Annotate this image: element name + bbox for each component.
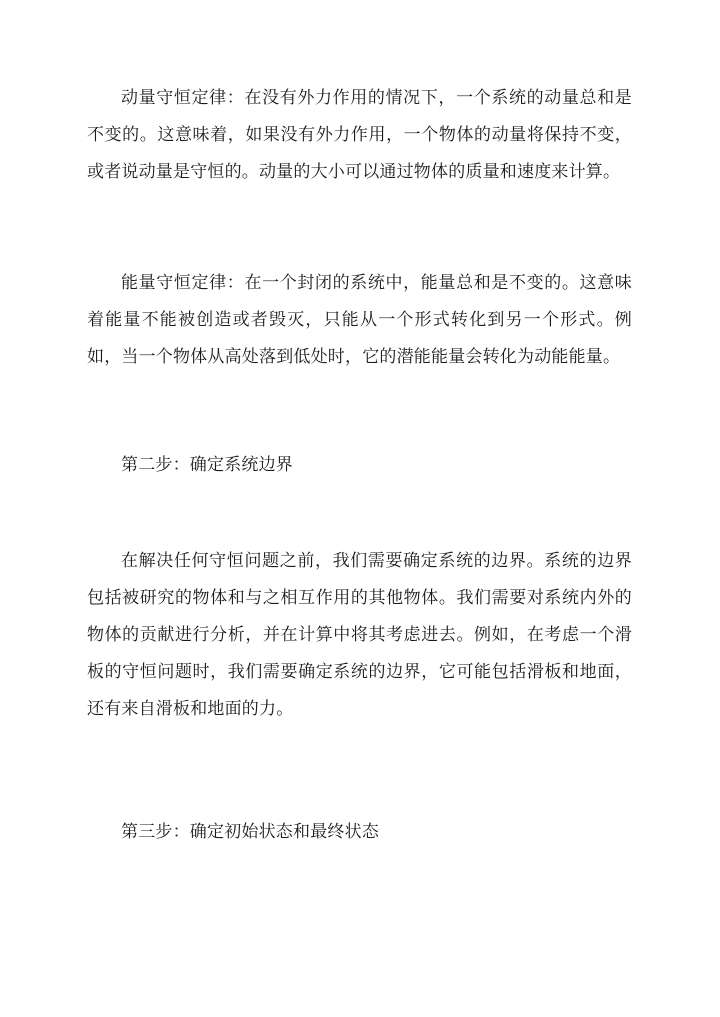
paragraph-system-boundary: 在解决任何守恒问题之前，我们需要确定系统的边界。系统的边界包括被研究的物体和与之相互作用的其他物体。我们需要对系统内外的物体的贡献进行分析，并在计算中将其考虑进去。例如，在考虑一个滑板的守恒问题时，我们需要确定系统的边界，它可能包括滑板和地面，还有来自滑板和地面的力。 xyxy=(87,551,632,719)
paragraph-energy-conservation: 能量守恒定律：在一个封闭的系统中，能量总和是不变的。这意味着能量不能被创造或者毁灭，只能从一个形式转化到另一个形式。例如，当一个物体从高处落到低处时，它的潜能能量会转化为动能能量。 xyxy=(87,273,632,367)
paragraph-momentum-conservation: 动量守恒定律：在没有外力作用的情况下，一个系统的动量总和是不变的。这意味着，如果没有外力作用，一个物体的动量将保持不变，或者说动量是守恒的。动量的大小可以通过物体的质量和速度来计算。 xyxy=(87,88,632,182)
heading-step-two: 第二步：确定系统边界 xyxy=(121,455,293,475)
heading-step-three: 第三步：确定初始状态和最终状态 xyxy=(121,822,379,842)
